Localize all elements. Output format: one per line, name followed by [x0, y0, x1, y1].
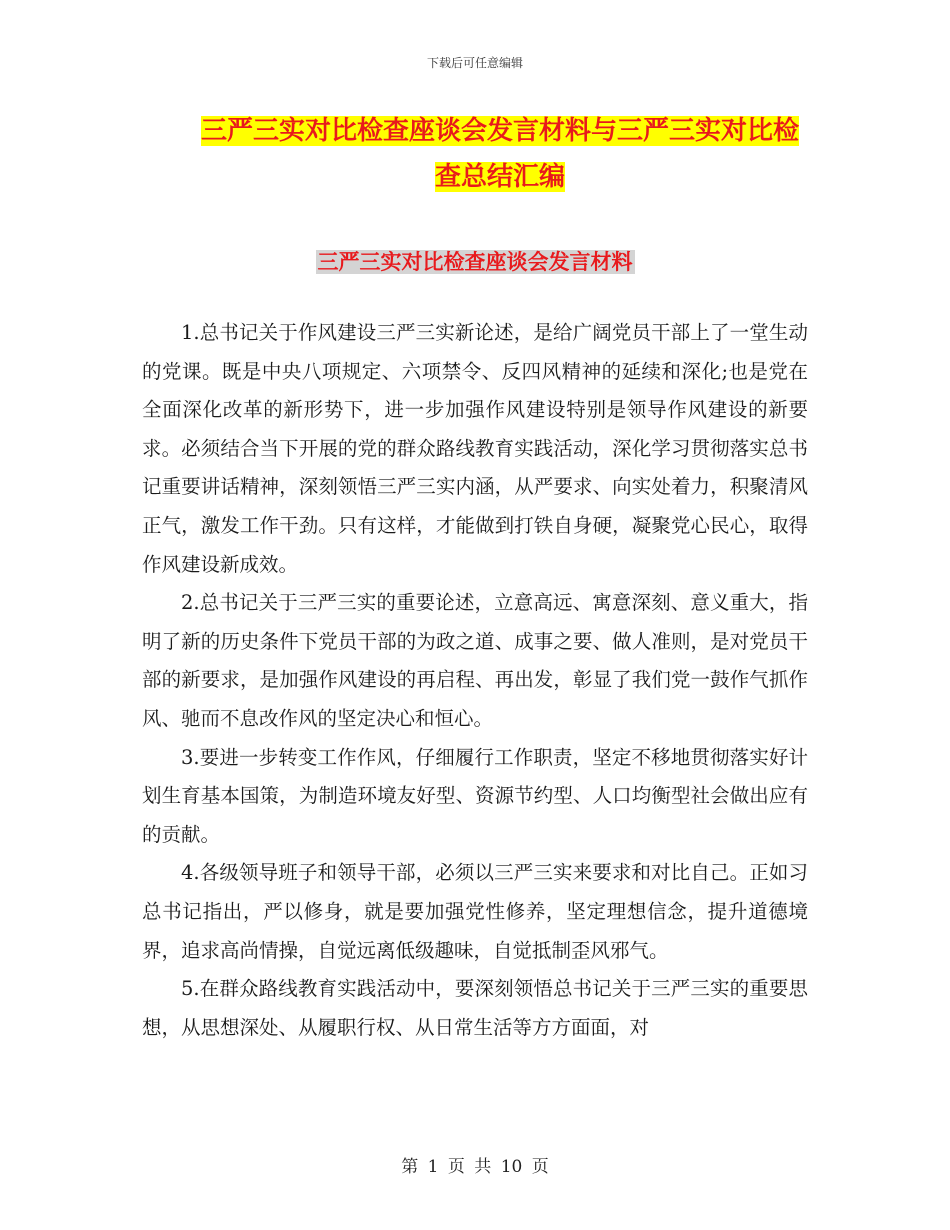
- section-title: [0, 246, 950, 278]
- section-title-text: 三严三实对比检查座谈会发言材料: [317, 250, 633, 274]
- document-title-line-1: 三严三实对比检查座谈会发言材料与三严三实对比检: [200, 116, 799, 146]
- paragraph-3: 3.要进一步转变工作作风，仔细履行工作职责，坚定不移地贯彻落实好计划生育基本国策，为制造环境友好型、资源节约型、人口均衡型社会做出应有的贡献。: [142, 745, 808, 846]
- paragraph-4: 4.各级领导班子和领导干部，必须以三严三实来要求和对比自己。正如习总书记指出，严以修身，就是要加强党性修养，坚定理想信念，提升道德境界，追求高尚情操，自觉远离低级趣味，自觉抵制歪风邪气。: [142, 861, 808, 962]
- page-footer: 第 1 页 共 10 页: [401, 1157, 549, 1177]
- page-header-note: 下载后可任意编辑: [426, 56, 523, 70]
- document-title: [160, 108, 840, 200]
- paragraph-2: 2.总书记关于三严三实的重要论述，立意高远、寓意深刻、意义重大，指明了新的历史条件下党员干部的为政之道、成事之要、做人准则，是对党员干部的新要求，是加强作风建设的再启程、再出发，彰显了我们党一鼓作气抓作风、驰而不息改作风的坚定决心和恒心。: [142, 591, 808, 730]
- document-title-line-2: 查总结汇编: [434, 162, 565, 192]
- paragraph-5: 5.在群众路线教育实践活动中，要深刻领悟总书记关于三严三实的重要思想，从思想深处、从履职行权、从日常生活等方方面面，对: [142, 977, 808, 1039]
- body-text: [142, 314, 808, 1047]
- paragraph-1: 1.总书记关于作风建设三严三实新论述，是给广阔党员干部上了一堂生动的党课。既是中央八项规定、六项禁令、反四风精神的延续和深化;也是党在全面深化改革的新形势下，进一步加强作风建设特别是领导作风建设的新要求。必须结合当下开展的党的群众路线教育实践活动，深化学习贯彻落实总书记重要讲话精神，深刻领悟三严三实内涵，从严要求、向实处着力，积聚清风正气，激发工作干劲。只有这样，才能做到打铁自身硬，凝聚党心民心，取得作风建设新成效。: [142, 321, 808, 576]
